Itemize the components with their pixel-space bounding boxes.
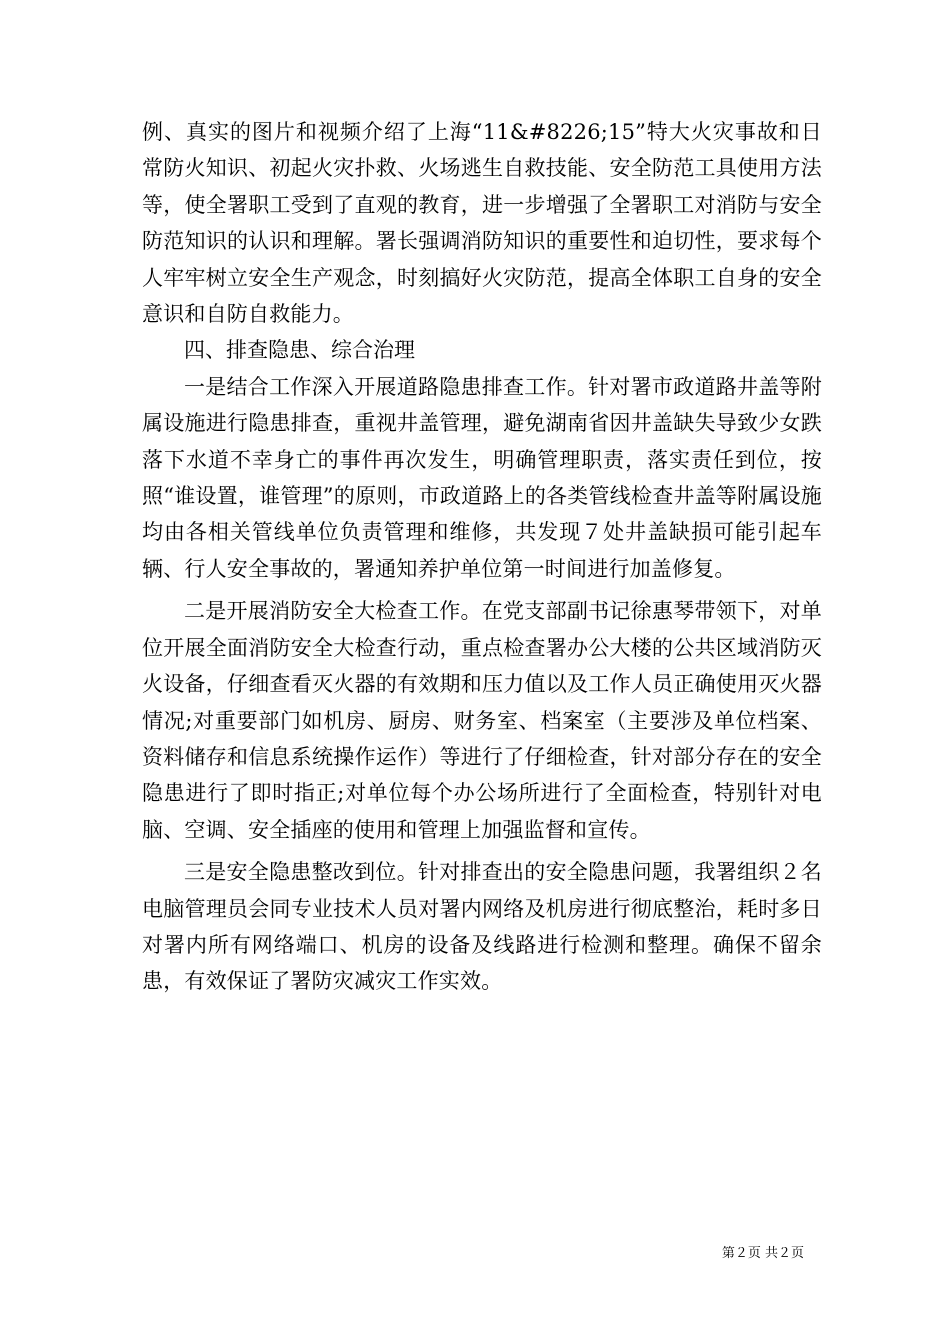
paragraph-hazard-rectification: 三是安全隐患整改到位。针对排查出的安全隐患问题，我署组织２名电脑管理员会同专业技术人员对署内网络及机房进行彻底整治，耗时多日对署内所有网络端口、机房的设备及线路进行检测和整理。确保不留余患，有效保证了署防灾减灾工作实效。 (142, 860, 822, 994)
section-heading-hazard-inspection: 四、排查隐患、综合治理 (184, 338, 415, 363)
paragraph-fire-safety-inspection: 二是开展消防安全大检查工作。在党支部副书记徐惠琴带领下，对单位开展全面消防安全大检查行动，重点检查署办公大楼的公共区域消防灭火设备，仔细查看灭火器的有效期和压力值以及工作人员正确使用灭火器情况;对重要部门如机房、厨房、财务室、档案室（主要涉及单位档案、资料储存和信息系统操作运作）等进行了仔细检查，针对部分存在的安全隐患进行了即时指正;对单位每个办公场所进行了全面检查，特别针对电脑、空调、安全插座的使用和管理上加强监督和宣传。 (142, 599, 822, 842)
paragraph-fire-education: 例、真实的图片和视频介绍了上海“11&#8226;15”特大火灾事故和日常防火知识、初起火灾扑救、火场逃生自救技能、安全防范工具使用方法等，使全署职工受到了直观的教育，进一步增强了全署职工对消防与安全防范知识的认识和理解。署长强调消防知识的重要性和迫切性，要求每个人牢牢树立安全生产观念，时刻搞好火灾防范，提高全体职工自身的安全意识和自防自救能力。 (142, 120, 822, 327)
paragraph-road-hazard-inspection: 一是结合工作深入开展道路隐患排查工作。针对署市政道路井盖等附属设施进行隐患排查，重视井盖管理，避免湖南省因井盖缺失导致少女跌落下水道不幸身亡的事件再次发生，明确管理职责，落实责任到位，按照“谁设置，谁管理”的原则，市政道路上的各类管线检查井盖等附属设施均由各相关管线单位负责管理和维修，共发现７处井盖缺损可能引起车辆、行人安全事故的，署通知养护单位第一时间进行加盖修复。 (142, 374, 822, 581)
page-number-footer: 第２页 共２页 (721, 1246, 804, 1261)
document-body (142, 114, 822, 1000)
